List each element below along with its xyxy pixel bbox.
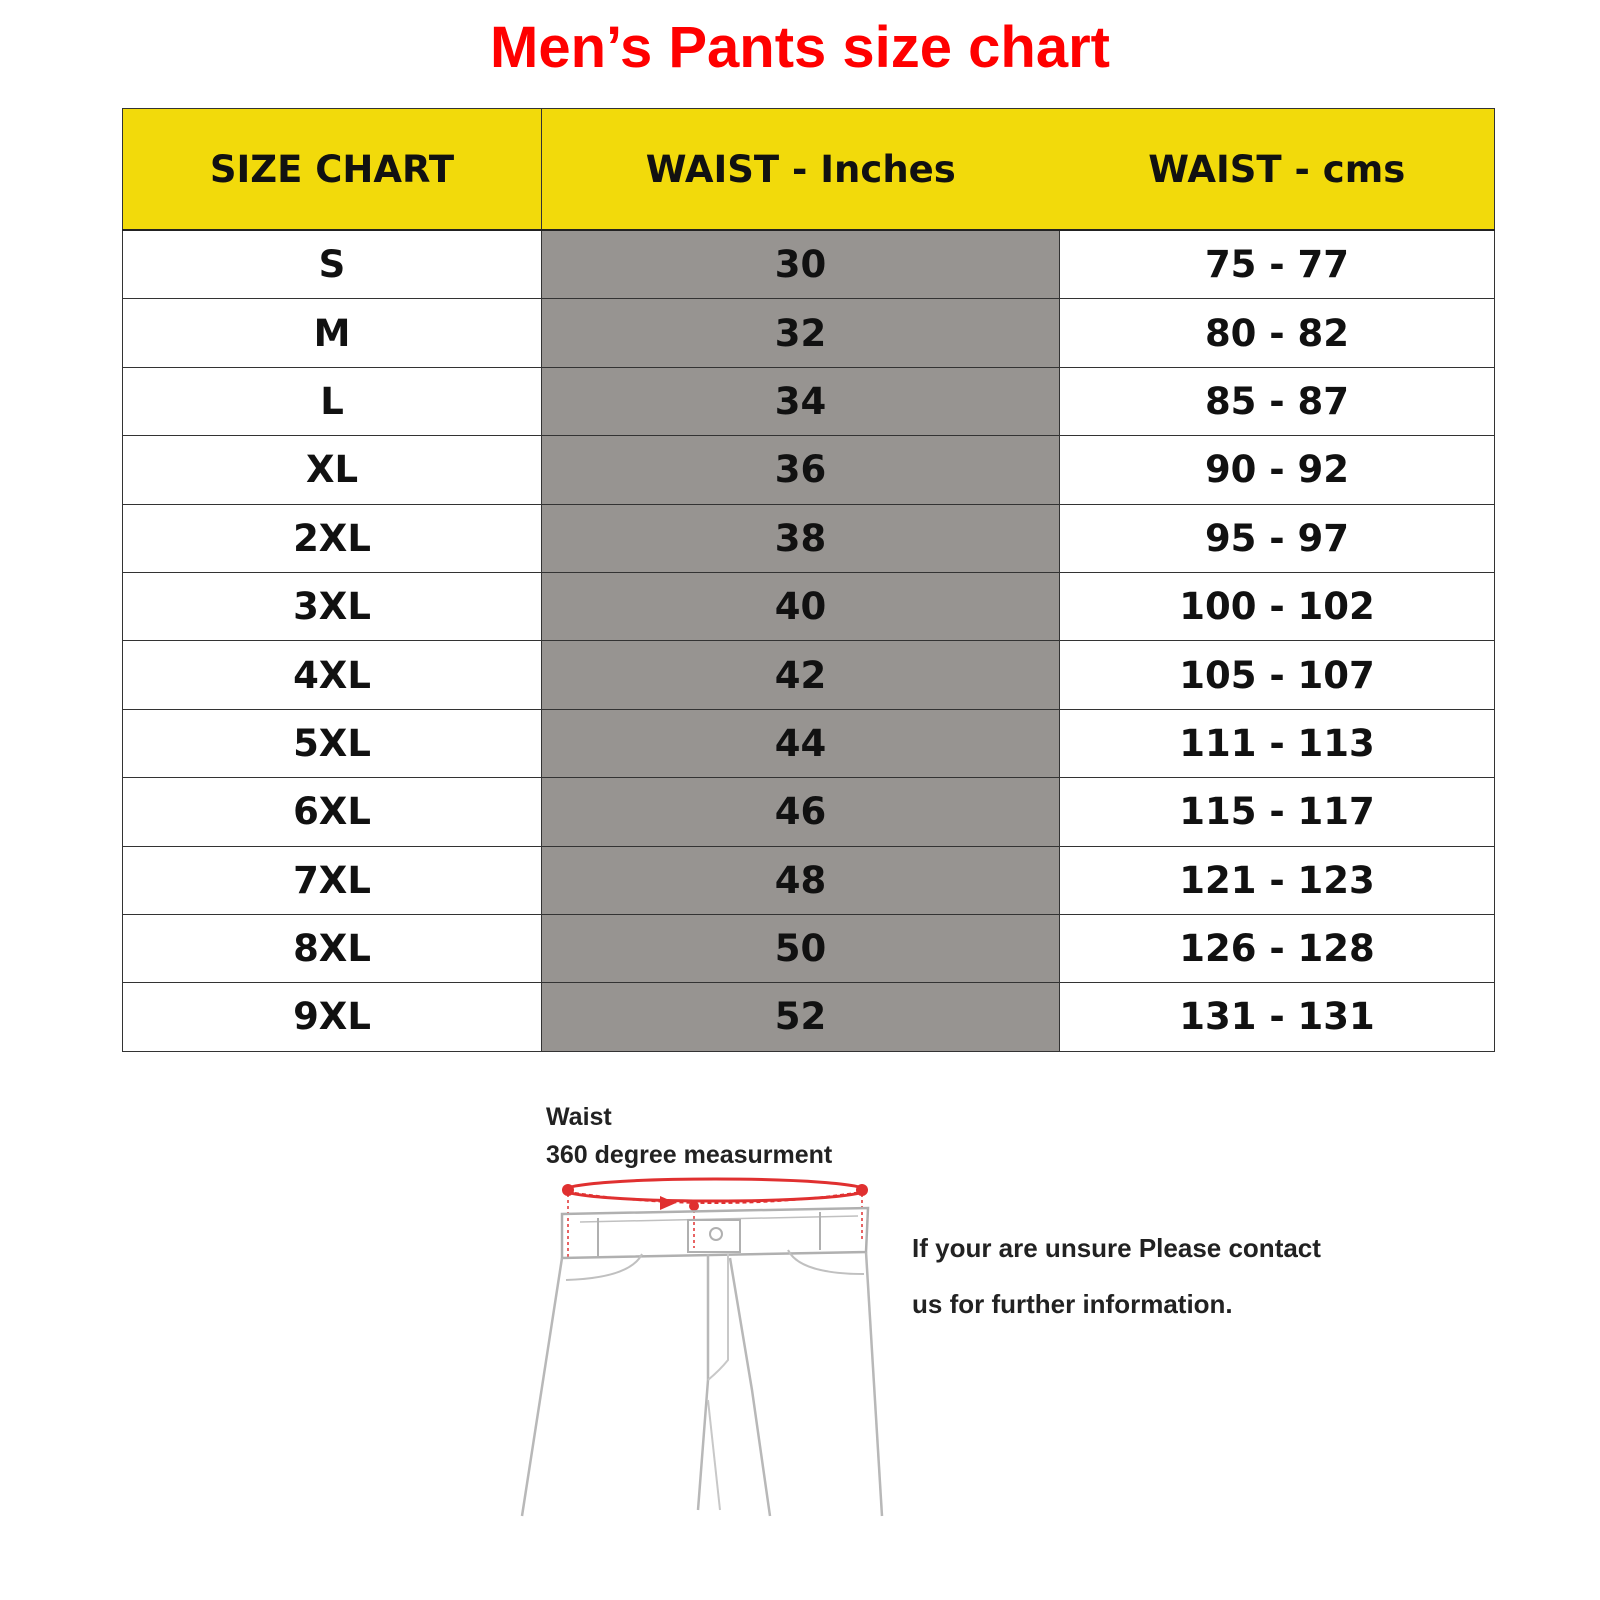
size-cell: 9XL xyxy=(123,983,542,1051)
waist-label-line1: Waist xyxy=(546,1103,612,1131)
table-row xyxy=(123,230,1495,299)
waist-inches-cell: 34 xyxy=(542,367,1060,435)
waist-cms-cell: 121 - 123 xyxy=(1060,846,1495,914)
waist-cms-cell: 115 - 117 xyxy=(1060,778,1495,846)
table-row xyxy=(123,709,1495,777)
table-row xyxy=(123,983,1495,1051)
waist-inches-cell: 48 xyxy=(542,846,1060,914)
size-cell: 2XL xyxy=(123,504,542,572)
contact-line1: If your are unsure Please contact xyxy=(912,1233,1321,1263)
table-row xyxy=(123,914,1495,982)
size-cell: 5XL xyxy=(123,709,542,777)
size-cell: 6XL xyxy=(123,778,542,846)
size-cell: 4XL xyxy=(123,641,542,709)
size-cell: M xyxy=(123,299,542,367)
header-waist-inches: WAIST - Inches xyxy=(542,109,1060,231)
table-row xyxy=(123,504,1495,572)
waist-inches-cell: 52 xyxy=(542,983,1060,1051)
header-size-chart: SIZE CHART xyxy=(123,109,542,231)
size-cell: 7XL xyxy=(123,846,542,914)
table-header-row xyxy=(123,109,1495,231)
waist-inches-cell: 46 xyxy=(542,778,1060,846)
waist-cms-cell: 75 - 77 xyxy=(1060,230,1495,299)
table-row xyxy=(123,572,1495,640)
waist-cms-cell: 95 - 97 xyxy=(1060,504,1495,572)
size-cell: 3XL xyxy=(123,572,542,640)
page-title: Men’s Pants size chart xyxy=(490,15,1110,80)
waist-cms-cell: 111 - 113 xyxy=(1060,709,1495,777)
size-cell: XL xyxy=(123,436,542,504)
waist-inches-cell: 44 xyxy=(542,709,1060,777)
waist-cms-cell: 100 - 102 xyxy=(1060,572,1495,640)
waist-inches-cell: 36 xyxy=(542,436,1060,504)
size-cell: 8XL xyxy=(123,914,542,982)
waist-cms-cell: 131 - 131 xyxy=(1060,983,1495,1051)
waist-cms-cell: 80 - 82 xyxy=(1060,299,1495,367)
table-row xyxy=(123,641,1495,709)
waist-inches-cell: 38 xyxy=(542,504,1060,572)
waist-measurement-label xyxy=(546,1098,832,1174)
waist-inches-cell: 42 xyxy=(542,641,1060,709)
waist-inches-cell: 40 xyxy=(542,572,1060,640)
pants-outline-icon xyxy=(520,1170,920,1560)
contact-note xyxy=(912,1220,1321,1332)
waist-cms-cell: 90 - 92 xyxy=(1060,436,1495,504)
table-row xyxy=(123,778,1495,846)
table-row xyxy=(123,299,1495,367)
size-cell: L xyxy=(123,367,542,435)
waist-cms-cell: 85 - 87 xyxy=(1060,367,1495,435)
header-waist-cms: WAIST - cms xyxy=(1060,109,1495,231)
table-row xyxy=(123,367,1495,435)
table-row xyxy=(123,436,1495,504)
waist-inches-cell: 32 xyxy=(542,299,1060,367)
size-cell: S xyxy=(123,230,542,299)
waist-label-line2: 360 degree measurment xyxy=(546,1141,833,1169)
table-body xyxy=(123,230,1495,1051)
table-row xyxy=(123,846,1495,914)
waist-inches-cell: 50 xyxy=(542,914,1060,982)
size-chart-table xyxy=(122,108,1495,1052)
waist-cms-cell: 126 - 128 xyxy=(1060,914,1495,982)
waist-cms-cell: 105 - 107 xyxy=(1060,641,1495,709)
waist-inches-cell: 30 xyxy=(542,230,1060,299)
contact-line2: us for further information. xyxy=(912,1289,1233,1319)
